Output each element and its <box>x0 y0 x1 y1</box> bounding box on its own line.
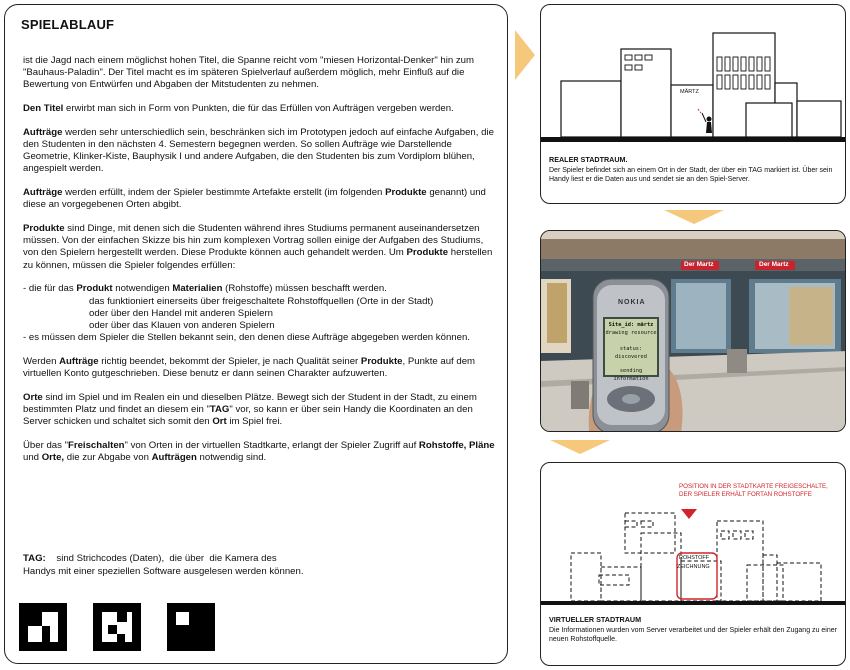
arrow-right-icon <box>515 30 537 80</box>
text-run: werden sehr unterschiedlich sein, beschränken sich im Prototypen jedoch auf einfache Aufgaben, die den Studenten in den nächsten 4. Semestern begegnen werden. So sollen Aufträge wie Darstellende Geometrie, Klinker-Kiste, Bauphysik I und andere Aufgaben, die den Studenten bis zum Vordiplom blühen, angespielt werden. <box>23 126 494 175</box>
real-space-caption <box>549 155 839 185</box>
bold-term: Freischalten <box>68 439 125 451</box>
auftraege-paragraph <box>23 127 501 176</box>
shop-sign-2: Der Martz <box>759 261 789 268</box>
bold-term: Aufträge <box>59 355 99 367</box>
orte-paragraph <box>23 392 501 429</box>
bold-term: Produkt <box>76 283 113 295</box>
page-title: SPIELABLAUF <box>21 17 115 32</box>
phone-screen <box>605 321 657 383</box>
bold-term: Produkte <box>406 247 449 259</box>
position-note: POSITION IN DER STADTKARTE FREIGESCHALTE, DER SPIELER ERHÄLT FORTAN ROHSTOFFE <box>679 483 828 498</box>
shop-sign-1: Der Martz <box>684 261 714 268</box>
bold-term: Produkte <box>360 355 403 367</box>
tag-code-icon-1 <box>19 603 67 651</box>
screen-line: drawing resource <box>605 330 657 336</box>
tag-definition <box>23 553 483 578</box>
text-run: notwendig sind. <box>196 452 267 464</box>
text-run: Werden <box>23 355 60 367</box>
text-run: herstellen zu können, müssen die Spieler folgendes erfüllen: <box>23 247 493 271</box>
shop-sign: MÄRTZ <box>680 89 699 95</box>
text-run: erwirbt man sich in Form von Punkten, die für das Erfüllen von Aufträgen vergeben werden. <box>63 103 454 115</box>
arrow-down-icon <box>664 210 724 224</box>
auftraege-erfuellt-paragraph <box>23 187 501 211</box>
text-run: genannt) und diese an vorgegebenen Orten abgibt. <box>23 187 486 211</box>
freischalten-paragraph <box>23 440 501 464</box>
bold-term: Orte, <box>41 452 65 464</box>
indent-line: oder über das Klauen von anderen Spielern <box>89 319 275 331</box>
bold-term: Produkte <box>23 223 65 235</box>
phone-brand: NOKIA <box>618 299 646 306</box>
text-run: notwendigen <box>112 283 173 295</box>
caption-text: Der Spieler befindet sich an einem Ort in der Stadt, der über ein TAG markiert ist. Über sein Handy liest er die Daten aus und sendet sie an den Spiel-Server. <box>549 166 833 183</box>
photo-panel <box>540 230 846 432</box>
body-text <box>23 55 501 476</box>
text-run: - es müssen dem Spieler die Stellen bekannt sein, den denen diese Aufträge abgegeben werden können. <box>23 332 470 344</box>
titel-paragraph <box>23 103 501 115</box>
screen-line: Site_id: märtz <box>608 322 654 328</box>
text-run: richtig beendet, bekommt der Spieler, je nach Qualität seiner <box>98 355 361 367</box>
text-run: " vor, so kann er über sein Handy die Koordinaten an den Server schicken und schaltet sich somit den <box>23 403 473 428</box>
bold-term: TAG <box>209 403 230 415</box>
materialien-paragraph <box>23 283 501 344</box>
screen-line: status: discovered <box>615 346 647 360</box>
bold-term: Aufträge <box>23 187 63 199</box>
text-run: und <box>23 452 42 464</box>
text-run: (Rohstoffe) müssen beschafft werden. <box>222 283 387 295</box>
bold-term: TAG: <box>23 553 46 564</box>
text-run: sind Strichcodes (Daten), die über die Kamera des <box>45 553 277 564</box>
text-run: - die für das <box>23 283 77 295</box>
bold-term: Materialien <box>172 283 223 295</box>
caption-title: VIRTUELLER STADTRAUM <box>549 615 642 624</box>
text-run: sind im Spiel und im Realen ein und dieselben Plätze. Bewegt sich der Student in der Stadt, zu einem bestimmten Platz und findet an diesem ein " <box>23 391 477 415</box>
punkte-paragraph <box>23 356 501 380</box>
box-label-1: ROHSTOFF <box>679 555 710 561</box>
main-text-panel <box>4 4 508 664</box>
virtual-space-caption <box>549 615 839 645</box>
intro-paragraph: ist die Jagd nach einem möglichst hohen Titel, die Spanne reicht vom "miesen Horizontal-Denker" hin zum "Bauhaus-Paladin". Der Titel macht es im späteren Spielverlauf außerdem möglich, mehr Einfluß auf die Bewertung von Entwürfen und Abgaben der Mitstudenten zu nehmen. <box>23 55 475 91</box>
caption-text: Die Informationen wurden vom Server verarbeitet und der Spieler erhält den Zugang zu einer neuen Rohstoffquelle. <box>549 626 837 643</box>
virtual-space-panel <box>540 462 846 666</box>
caption-title: REALER STADTRAUM. <box>549 155 628 164</box>
text-run: " von Orten in der virtuellen Stadtkarte, erlangt der Spieler Zugriff auf <box>124 439 419 451</box>
indent-line: oder über den Handel mit anderen Spielern <box>89 307 274 319</box>
city-line-drawing <box>541 5 846 155</box>
bold-term: Ort <box>212 416 227 428</box>
indent-line: das funktioniert einerseits über freigeschaltete Rohstoffquellen (Orte in der Stadt) <box>89 295 434 307</box>
bold-term: Produkte <box>385 187 427 199</box>
produkte-paragraph <box>23 223 501 272</box>
text-run: Handys mit einer speziellen Software ausgelesen werden können. <box>23 565 304 577</box>
bold-term: Orte <box>23 391 43 403</box>
tag-code-icon-2 <box>93 603 141 651</box>
text-run: die zur Abgabe von <box>64 452 152 464</box>
text-run: , Punkte auf dem virtuellen Konto gutgeschrieben. Diese benutz er dann seinen Charakter aufzuwerten. <box>23 355 476 380</box>
bold-term: Aufträgen <box>151 452 197 464</box>
text-run: Über das " <box>23 439 68 451</box>
text-run: im Spiel frei. <box>226 416 283 428</box>
real-space-panel <box>540 4 846 204</box>
bold-term: Aufträge <box>23 126 63 138</box>
box-label-2: ZEICHNUNG <box>677 564 710 570</box>
tag-code-icon-3 <box>167 603 215 651</box>
text-run: sind Dinge, mit denen sich die Studenten während ihres Studiums permanent auseinandersetzen müssen. Von der einfachen Skizze bis hin zum komplexen Vortrag sollen einige der Aufgaben des Studiums, von den Spielern hergestellt werden. Diese Produkte können auch gehandelt werden. Um <box>23 223 484 259</box>
arrow-down-icon <box>550 440 610 454</box>
bold-term: Rohstoffe, Pläne <box>418 439 495 451</box>
text-run: werden erfüllt, indem der Spieler bestimmte Artefakte erstellt (im folgenden <box>62 187 386 199</box>
bold-term: Den Titel <box>23 103 64 115</box>
screen-line: sending information <box>613 368 649 382</box>
